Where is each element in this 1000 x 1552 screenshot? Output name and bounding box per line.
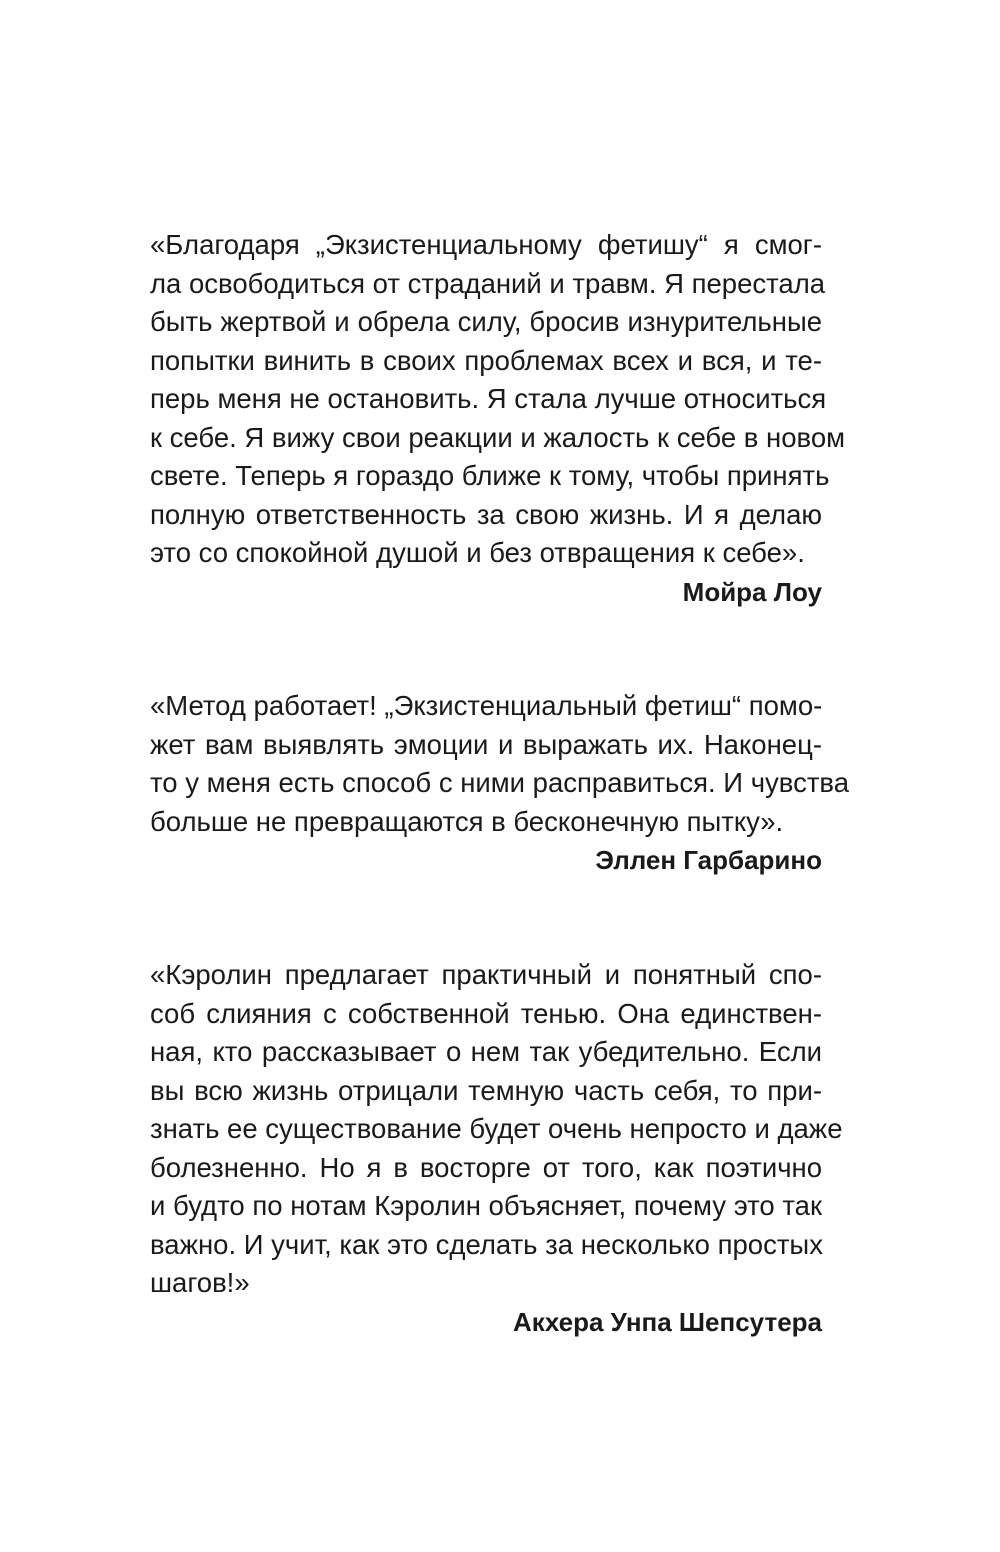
quote-line: к себе. Я вижу свои реакции и жалость к себе в новом — [150, 421, 846, 453]
quote-author: Эллен Гарбарино — [595, 845, 822, 875]
quote-line: попытки винить в своих проблемах всех и вся, и те- — [150, 344, 822, 376]
quote-line: важно. И учит, как это сделать за несколько простых — [150, 1228, 823, 1260]
quote-line: «Благодаря „Экзистенциальному фетишу“ я смог- — [150, 229, 822, 260]
quote-line: быть жертвой и обрела силу, бросив изнурительные — [150, 306, 822, 337]
quote-line: это со спокойной душой и без отвращения к себе». — [150, 537, 805, 568]
quote-author: Мойра Лоу — [682, 576, 822, 607]
quote-line: «Метод работает! „Экзистенциальный фетиш“ помо- — [150, 690, 823, 721]
quote-line: болезненно. Но я в восторге от того, как поэтично — [150, 1151, 822, 1183]
quote-line: и будто по нотам Кэролин объясняет, почему это так — [150, 1190, 822, 1221]
quote-line: больше не превращаются в бесконечную пытку». — [150, 805, 784, 837]
quote-line: соб слияния с собственной тенью. Она единствен- — [150, 997, 822, 1029]
quote-line: ная, кто рассказывает о нем так убедительно. Если — [150, 1036, 822, 1067]
quote-line: свете. Теперь я гораздо ближе к тому, чтобы принять — [150, 460, 830, 491]
quote-line: то у меня есть способ с ними расправиться. И чувства — [150, 767, 850, 798]
quote-line: полную ответственность за свою жизнь. И я делаю — [150, 498, 822, 530]
quote-line: вы всю жизнь отрицали темную часть себя, то при- — [150, 1074, 822, 1106]
quote-line: шагов!» — [150, 1267, 250, 1298]
testimonial-ellen-garbarino — [150, 687, 850, 880]
quote-author: Акхера Унпа Шепсутера — [513, 1306, 822, 1337]
quote-line: «Кэролин предлагает практичный и понятный спо- — [150, 959, 822, 990]
quote-line: ла освободиться от страданий и травм. Я перестала — [150, 267, 826, 299]
book-page — [150, 0, 850, 1552]
quote-line: перь меня не остановить. Я стала лучше относиться — [150, 383, 827, 414]
quote-line: знать ее существование будет очень непросто и даже — [150, 1113, 843, 1144]
quote-line: жет вам выявлять эмоции и выражать их. Наконец- — [150, 728, 822, 760]
testimonial-akhera-unpa-shepsutera — [150, 956, 843, 1341]
testimonial-moira-lowe — [150, 226, 846, 611]
